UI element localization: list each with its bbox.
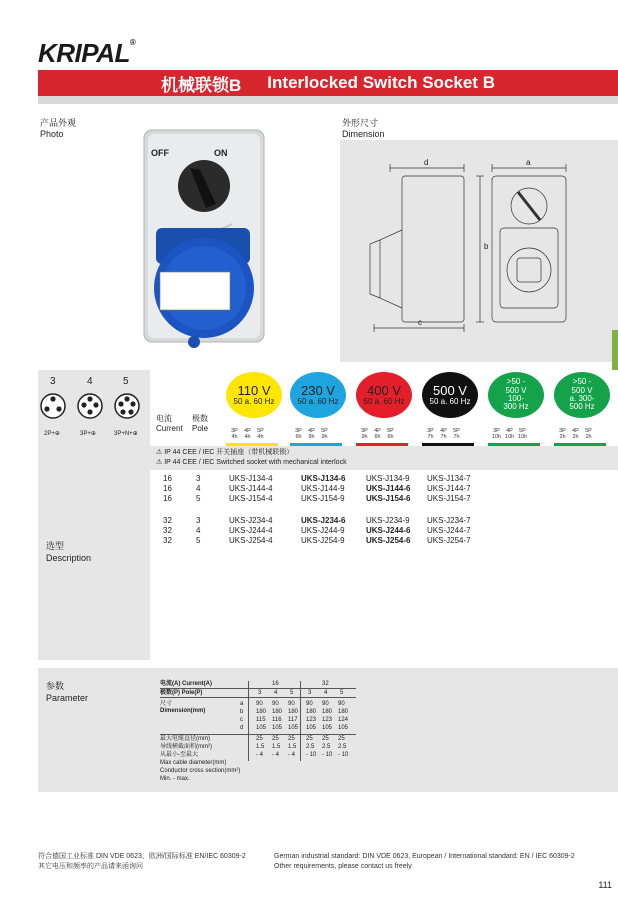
- ip-line-cn: ⚠ IP 44 CEE / IEC 开关插座（带机械联锁）: [156, 449, 294, 456]
- dimension-drawing-panel: [340, 140, 618, 362]
- param-cable-label: Conductor cross section(mm²): [160, 768, 241, 774]
- param-rule: [160, 697, 356, 698]
- title-bar: [38, 70, 618, 96]
- param-dim-value: 116: [272, 717, 282, 723]
- pin-label-3: 2P+⊕: [44, 431, 60, 437]
- pin-num-4: 4: [87, 376, 93, 387]
- row-pole: 4: [196, 484, 201, 493]
- param-dim-value: 124: [338, 717, 349, 723]
- param-dim-key: d: [240, 725, 244, 731]
- pin-label-4: 3P+⊕: [80, 431, 96, 437]
- row-pole: 3: [196, 474, 201, 483]
- pin-num-5: 5: [123, 376, 129, 387]
- dimension-label: 外形尺寸 Dimension: [342, 118, 385, 139]
- model-code: UKS-J244-6: [366, 526, 411, 535]
- pole-code: 5P 7h: [453, 428, 460, 440]
- title-cn: 机械联锁B: [161, 75, 242, 95]
- ip-rating-panel: [150, 446, 618, 470]
- pole-codes-5: [556, 428, 595, 440]
- model-code: UKS-J154-9: [301, 494, 345, 503]
- pole-code: 3P 2h: [559, 428, 566, 440]
- footer-cn: 符合德国工业标准 DIN VDE 0623、欧洲/国际标准 EN/IEC 60309-2 其它电压和频率的产品请来函询问: [38, 853, 246, 870]
- model-code: UKS-J254-9: [301, 536, 345, 545]
- param-vrule: [300, 681, 301, 761]
- voltage-range-line: >50 -: [572, 377, 592, 387]
- model-code: UKS-J234-9: [366, 516, 410, 525]
- param-dim-cn: 尺寸: [160, 701, 173, 707]
- model-code: UKS-J244-7: [427, 526, 471, 535]
- param-dim-value: 123: [306, 717, 317, 723]
- voltage-range-line: 100-: [507, 394, 524, 403]
- row-current: 32: [163, 526, 172, 535]
- row-pole: 5: [196, 494, 201, 503]
- param-cable-value: 2.5: [338, 744, 347, 750]
- param-dim-value: 115: [256, 717, 266, 723]
- pole-code: 5P 4h: [257, 428, 264, 440]
- param-cable-value: - 10: [322, 752, 333, 758]
- voltage-frequency: 50 a. 60 Hz: [297, 396, 339, 406]
- current-header: 电流 Current: [156, 414, 183, 433]
- param-pole: 5: [340, 690, 344, 696]
- voltage-frequency: 50 a. 60 Hz: [233, 396, 275, 406]
- pole-code: 3P 4h: [231, 428, 238, 440]
- title-en: Interlocked Switch Socket B: [267, 73, 495, 92]
- pole-code: 5P 2h: [585, 428, 592, 440]
- model-code: UKS-J134-7: [427, 474, 471, 483]
- param-cable-value: - 4: [256, 752, 264, 758]
- dim-c: c: [418, 318, 422, 327]
- voltage-value: 500 V: [433, 382, 467, 398]
- pole-code: 4P 4h: [244, 428, 251, 440]
- dim-a: a: [526, 158, 531, 167]
- pole-code: 4P 6h: [374, 428, 381, 440]
- param-dim-value: 105: [338, 725, 349, 731]
- param-cable-value: - 10: [338, 752, 349, 758]
- model-code: UKS-J244-4: [229, 526, 273, 535]
- pole-code: 4P 7h: [440, 428, 447, 440]
- pole-code: 4P 9h: [308, 428, 315, 440]
- voltage-frequency: 50 a. 60 Hz: [429, 396, 471, 406]
- pole-codes-1: [292, 428, 331, 440]
- voltage-value: 110 V: [237, 382, 271, 398]
- model-code: UKS-J144-7: [427, 484, 471, 493]
- param-dim-value: 180: [256, 709, 267, 715]
- voltage-badge-5: [554, 372, 610, 418]
- param-dim-en: Dimension(mm): [160, 708, 206, 714]
- param-cable-value: 2.5: [322, 744, 331, 750]
- param-pole: 4: [274, 690, 278, 696]
- param-cable-label: 从最小-至最大: [160, 752, 198, 758]
- model-code: UKS-J144-9: [301, 484, 345, 493]
- param-cable-value: 25: [256, 736, 263, 742]
- brand-logo: KRIPAL®: [38, 38, 136, 68]
- voltage-frequency: 50 a. 60 Hz: [363, 396, 405, 406]
- voltage-badge-0: [226, 372, 282, 418]
- model-code: UKS-J254-7: [427, 536, 471, 545]
- row-pole: 4: [196, 526, 201, 535]
- pole-code: 3P 6h: [295, 428, 302, 440]
- param-cable-value: 1.5: [288, 744, 297, 750]
- dim-b: b: [484, 242, 489, 251]
- param-dim-value: 105: [256, 725, 267, 731]
- model-code: UKS-J254-4: [229, 536, 273, 545]
- pole-code: 3P 7h: [427, 428, 434, 440]
- row-current: 16: [163, 484, 172, 493]
- pole-codes-2: [358, 428, 397, 440]
- model-code: UKS-J234-7: [427, 516, 471, 525]
- voltage-badge-3: [422, 372, 478, 418]
- photo-label: 产品外观 Photo: [40, 118, 77, 139]
- pin-label-5: 3P+N+⊕: [114, 431, 138, 437]
- row-current: 16: [163, 474, 172, 483]
- row-current: 16: [163, 494, 172, 503]
- row-current: 32: [163, 516, 172, 525]
- voltage-badge-1: [290, 372, 346, 418]
- description-panel: 选型 Description: [38, 446, 150, 660]
- param-current-label: 电流(A) Current(A): [160, 681, 212, 687]
- pole-code: 3P 9h: [361, 428, 368, 440]
- pole-code: 5P 9h: [321, 428, 328, 440]
- param-dim-value: 180: [306, 709, 317, 715]
- off-label: OFF: [151, 148, 169, 158]
- pin-num-3: 3: [50, 376, 56, 387]
- param-dim-value: 180: [272, 709, 283, 715]
- param-dim-value: 90: [338, 701, 345, 707]
- model-code: UKS-J154-4: [229, 494, 273, 503]
- param-cable-value: - 4: [288, 752, 296, 758]
- param-cable-value: 25: [288, 736, 295, 742]
- on-label: ON: [214, 148, 228, 158]
- param-dim-key: c: [240, 717, 243, 723]
- voltage-value: 400 V: [367, 382, 401, 398]
- param-pole: 5: [290, 690, 294, 696]
- side-tab: [612, 330, 618, 370]
- param-vrule: [248, 681, 249, 761]
- param-dim-value: 180: [322, 709, 333, 715]
- pole-code: 4P 2h: [572, 428, 579, 440]
- voltage-range-line: >50 -: [506, 377, 526, 387]
- param-cable-value: 25: [322, 736, 329, 742]
- model-code: UKS-J254-6: [366, 536, 411, 545]
- product-photo: [140, 128, 270, 348]
- model-code: UKS-J134-6: [301, 474, 346, 483]
- voltage-range-line: 300 Hz: [503, 402, 529, 412]
- model-code: UKS-J234-4: [229, 516, 273, 525]
- voltage-badge-2: [356, 372, 412, 418]
- ip-line-en: ⚠ IP 44 CEE / IEC Switched socket with mechanical interlock: [156, 459, 347, 466]
- page-number: 111: [598, 880, 612, 890]
- pole-codes-4: [490, 428, 529, 440]
- param-pole-label: 极数(P) Pole(P): [160, 690, 203, 696]
- param-cable-value: 1.5: [256, 744, 265, 750]
- row-pole: 5: [196, 536, 201, 545]
- model-code: UKS-J154-7: [427, 494, 471, 503]
- voltage-range-line: a. 300-: [569, 394, 595, 403]
- pole-codes-0: [228, 428, 267, 440]
- model-code: UKS-J144-6: [366, 484, 411, 493]
- pin-config-panel: [38, 370, 150, 446]
- voltage-badge-4: [488, 372, 544, 418]
- model-code: UKS-J234-6: [301, 516, 346, 525]
- param-cable-label: Min. - max.: [160, 776, 190, 782]
- param-dim-key: b: [240, 709, 244, 715]
- pole-code: 5P 10h: [517, 428, 528, 440]
- param-dim-value: 90: [322, 701, 329, 707]
- voltage-range-line: 500 Hz: [569, 402, 595, 412]
- param-dim-value: 117: [288, 717, 298, 723]
- param-cable-value: 25: [338, 736, 345, 742]
- title-shadow: [38, 96, 618, 104]
- param-cable-value: 25: [306, 736, 313, 742]
- param-cable-label: Max cable diameter(mm): [160, 760, 227, 766]
- param-dim-key: a: [240, 701, 244, 707]
- param-dim-value: 90: [288, 701, 295, 707]
- pole-code: 5P 6h: [387, 428, 394, 440]
- model-code: UKS-J244-9: [301, 526, 345, 535]
- row-pole: 3: [196, 516, 201, 525]
- footer-en: German industrial standard: DIN VDE 0623, European / International standard: EN / IEC 60309-2 Other requirements, please contact us freely: [274, 853, 575, 870]
- voltage-range-line: 500 V: [505, 385, 527, 395]
- pole-code: 4P 10h: [504, 428, 515, 440]
- param-cable-label: 导线横截面积(mm²): [160, 744, 212, 750]
- param-rule: [160, 688, 356, 689]
- param-cable-value: 1.5: [272, 744, 281, 750]
- voltage-range-line: 500 V: [571, 385, 593, 395]
- param-pole: 3: [258, 690, 262, 696]
- param-dim-value: 90: [272, 701, 279, 707]
- model-code: UKS-J134-9: [366, 474, 410, 483]
- param-dim-value: 180: [338, 709, 349, 715]
- pole-codes-3: [424, 428, 463, 440]
- param-pole: 3: [308, 690, 312, 696]
- model-code: UKS-J144-4: [229, 484, 273, 493]
- param-dim-value: 123: [322, 717, 333, 723]
- pole-header: 极数 Pole: [192, 414, 209, 433]
- dim-d: d: [424, 158, 429, 167]
- param-cable-value: - 4: [272, 752, 280, 758]
- param-dim-value: 90: [256, 701, 263, 707]
- param-dim-value: 90: [306, 701, 313, 707]
- param-dim-value: 105: [306, 725, 317, 731]
- param-rule: [160, 734, 356, 735]
- row-current: 32: [163, 536, 172, 545]
- voltage-value: 230 V: [301, 382, 335, 398]
- param-dim-value: 105: [322, 725, 333, 731]
- param-pole: 4: [324, 690, 328, 696]
- pole-code: 3P 10h: [491, 428, 502, 440]
- param-dim-value: 105: [272, 725, 283, 731]
- param-cable-label: 最大电缆直径(mm): [160, 736, 210, 742]
- param-dim-value: 180: [288, 709, 299, 715]
- parameter-label: 参数 Parameter: [46, 681, 89, 703]
- param-cable-value: 2.5: [306, 744, 315, 750]
- param-current-32: 32: [322, 681, 329, 687]
- model-code: UKS-J134-4: [229, 474, 273, 483]
- pin-diagrams: [38, 390, 150, 426]
- param-cable-value: - 10: [306, 752, 317, 758]
- param-current-16: 16: [272, 681, 279, 687]
- param-cable-value: 25: [272, 736, 279, 742]
- param-dim-value: 105: [288, 725, 299, 731]
- model-code: UKS-J154-6: [366, 494, 411, 503]
